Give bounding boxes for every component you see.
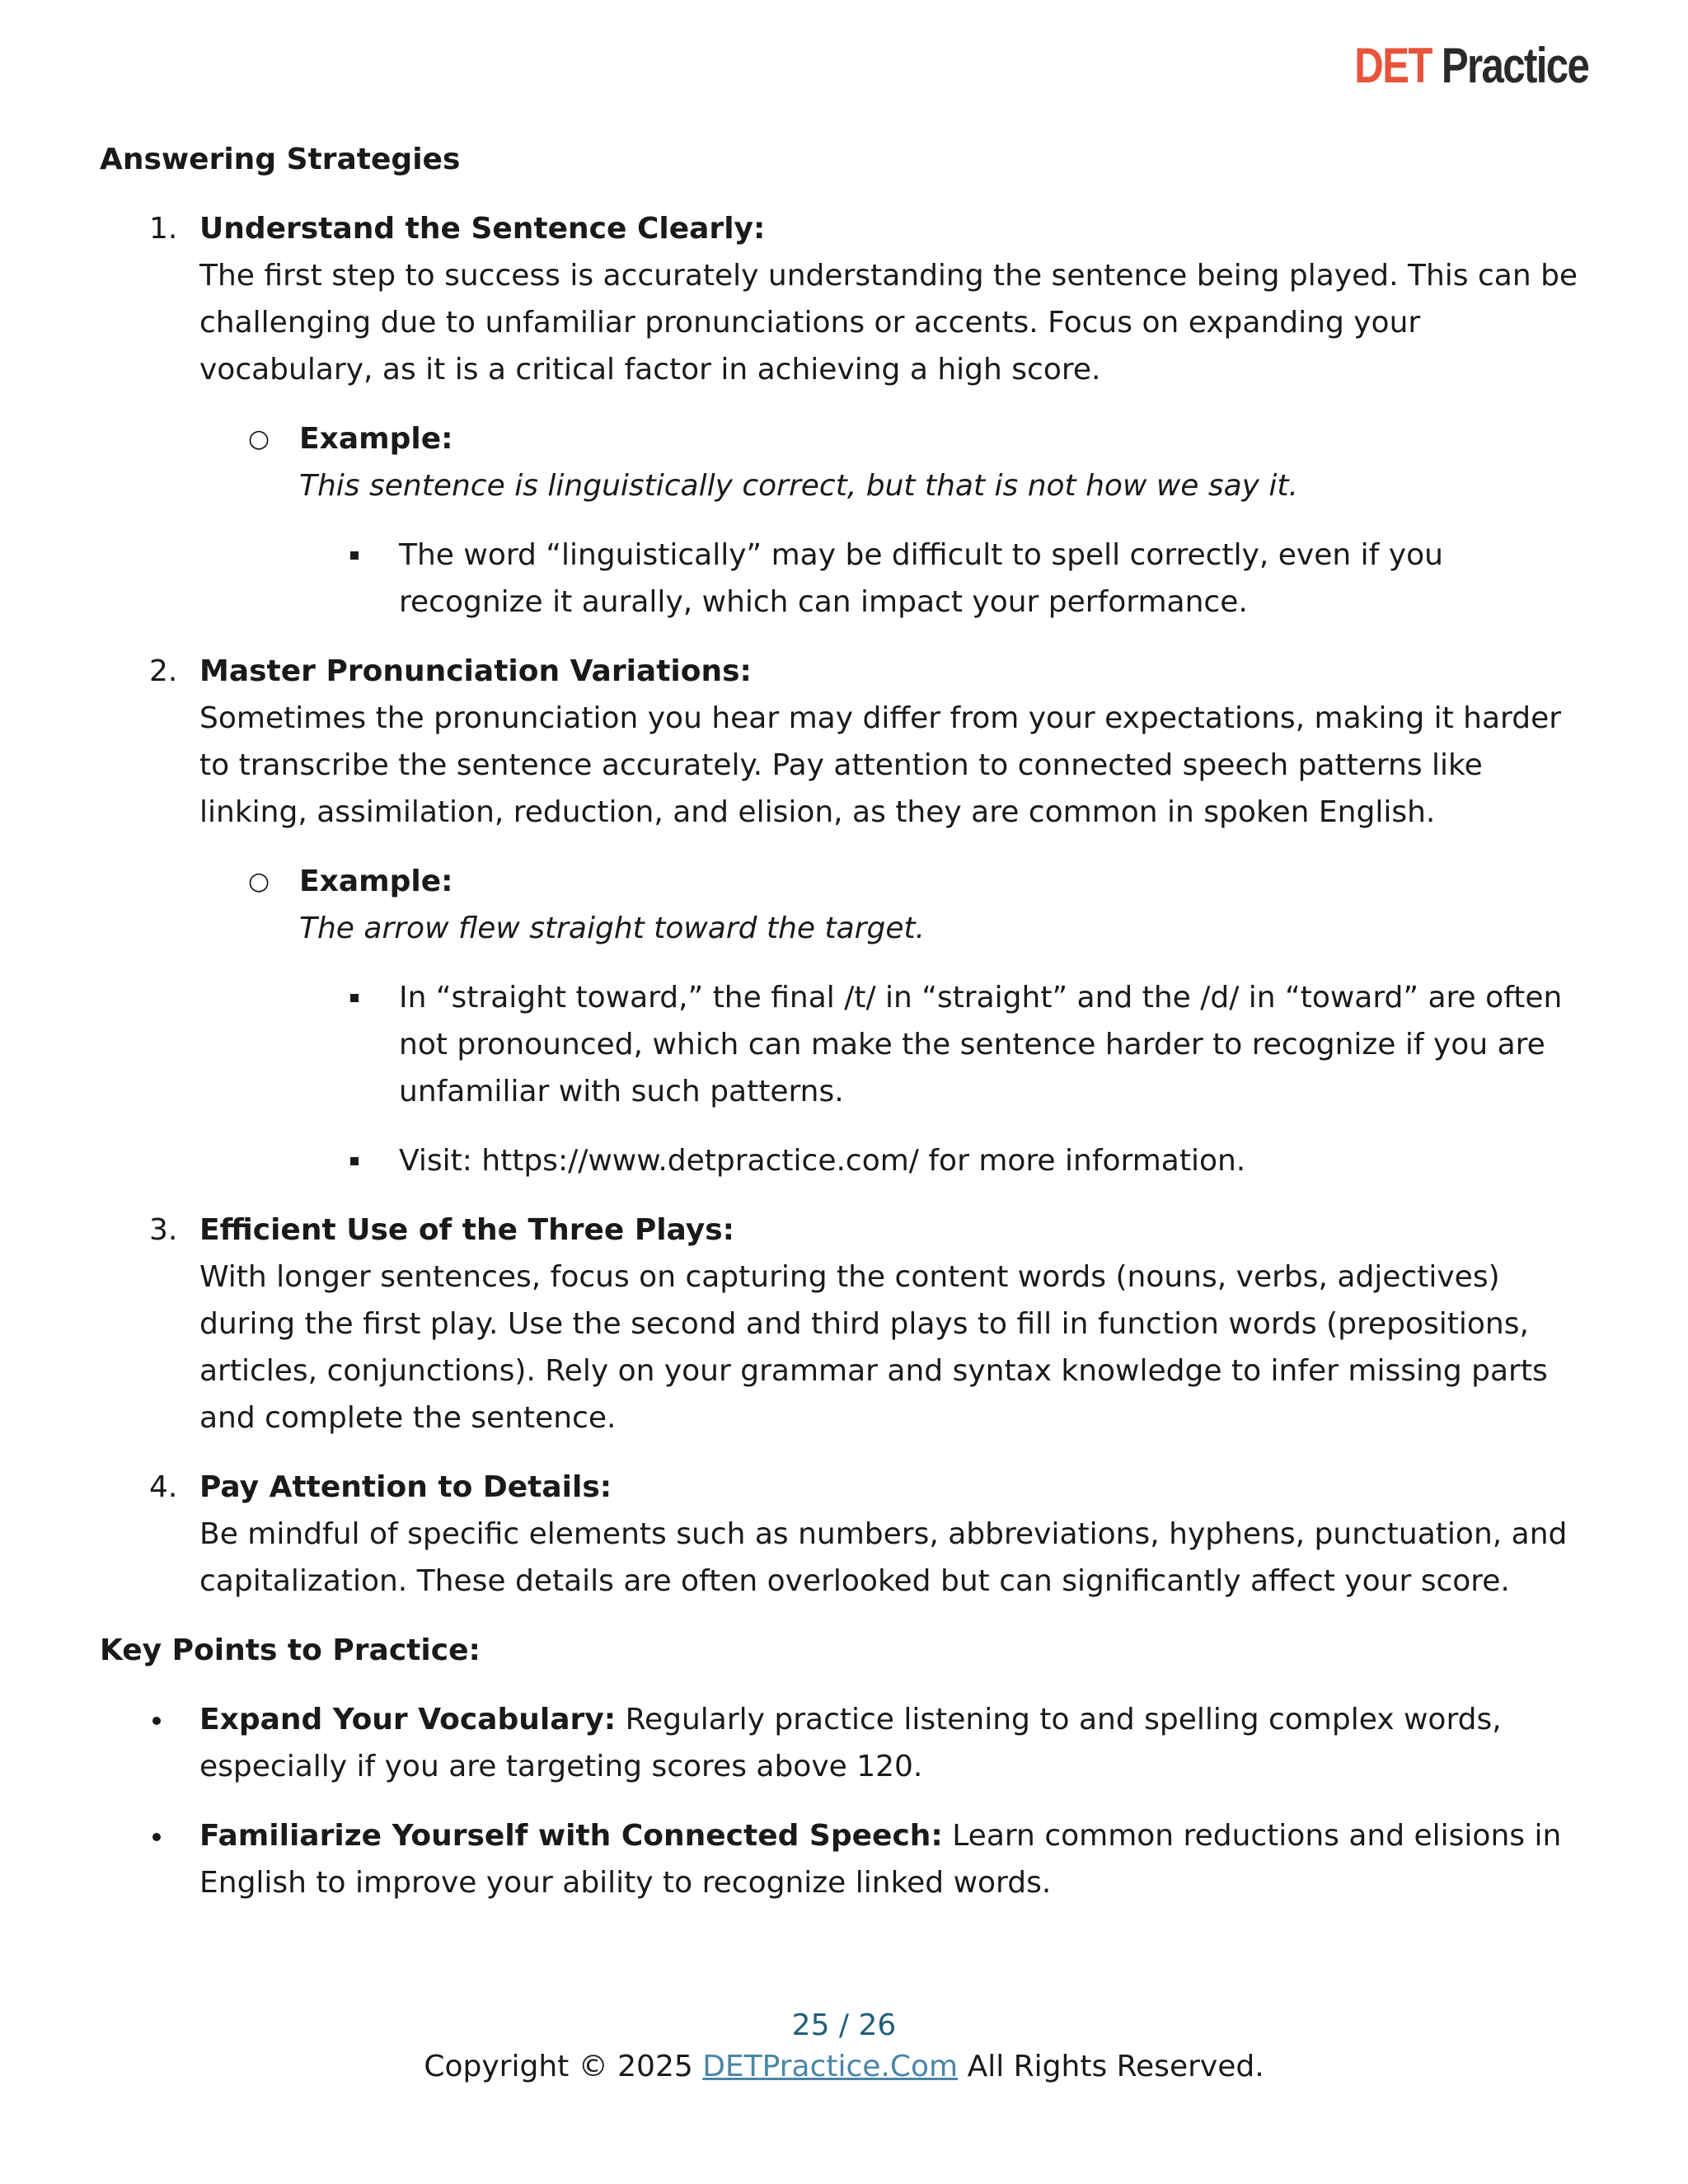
strategy-number: 4.	[149, 1470, 178, 1504]
strategy-number: 3.	[149, 1213, 178, 1247]
bullet-icon	[152, 1717, 161, 1725]
page-footer	[0, 2005, 1688, 2088]
example-note-text: In “straight toward,” the final /t/ in “straight” and the /d/ in “toward” are often not pronounced, which can make the sentence harder to recognize if you are unfamiliar with such patterns.	[399, 981, 1563, 1108]
page-number: 25 / 26	[791, 2008, 897, 2042]
detpractice-link[interactable]: DETPractice.Com	[702, 2050, 959, 2083]
strategy-item-1	[100, 205, 1592, 626]
strategy-text: With longer sentences, focus on capturing the content words (nouns, verbs, adjectives) during the first play. Use the second and third plays to fill in function words (prepositions, articles, conjunctions). Rely on your grammar and syntax knowledge to infer missing parts and complete the sentence.	[199, 1260, 1548, 1435]
strategy-text: Be mindful of specific elements such as numbers, abbreviations, hyphens, punctuation, and capitalization. These details are often overlooked but can significantly affect your score.	[199, 1517, 1568, 1598]
example-sentence: This sentence is linguistically correct, but that is not how we say it.	[299, 469, 1298, 503]
example-sentence: The arrow flew straight toward the target.	[299, 912, 926, 945]
bullet-icon	[152, 1833, 161, 1841]
strategy-title: Master Pronunciation Variations:	[199, 654, 752, 688]
square-bullet-icon	[350, 1157, 359, 1165]
strategy-item-2	[100, 648, 1592, 1184]
copyright-line	[0, 2046, 1688, 2088]
circle-bullet-icon: ○	[248, 867, 270, 896]
strategy-item-3	[100, 1207, 1592, 1441]
key-point-text: Learn common reductions and elisions in English to improve your ability to recognize linked words.	[199, 1819, 1562, 1900]
copyright-prefix: Copyright © 2025	[424, 2050, 703, 2083]
square-bullet-icon	[350, 551, 359, 560]
visit-note-text: Visit: https://www.detpractice.com/ for more information.	[399, 1144, 1246, 1178]
key-point-item-2	[100, 1812, 1592, 1906]
square-bullet-icon	[350, 994, 359, 1002]
example-note-text: The word “linguistically” may be difficult to spell correctly, even if you recognize it aurally, which can impact your performance.	[399, 538, 1443, 619]
example-label: Example:	[299, 422, 453, 456]
strategy-text: The first step to success is accurately understanding the sentence being played. This can be challenging due to unfamiliar pronunciations or accents. Focus on expanding your vocabulary, as it is a critical factor in achieving a high score.	[199, 259, 1578, 387]
det-practice-logo	[1354, 38, 1588, 93]
strategy-number: 1.	[149, 212, 178, 246]
logo-part2: Practice	[1441, 38, 1588, 93]
strategy-text: Sometimes the pronunciation you hear may differ from your expectations, making it harder to transcribe the sentence accurately. Pay attention to connected speech patterns like linking, assimilation, reduction, and elision, as they are common in spoken English.	[199, 701, 1562, 829]
copyright-suffix: All Rights Reserved.	[958, 2050, 1264, 2083]
key-point-item-1	[100, 1696, 1592, 1790]
page-content	[100, 136, 1592, 1929]
key-point-title: Expand Your Vocabulary:	[199, 1703, 617, 1736]
strategy-item-4	[100, 1464, 1592, 1605]
key-point-text: Regularly practice listening to and spelling complex words, especially if you are targeting scores above 120.	[199, 1703, 1502, 1783]
example-note	[100, 532, 1592, 626]
key-point-title: Familiarize Yourself with Connected Speech:	[199, 1819, 943, 1853]
strategy-title: Pay Attention to Details:	[199, 1470, 612, 1504]
strategy-title: Efficient Use of the Three Plays:	[199, 1213, 735, 1247]
section-heading-key-points: Key Points to Practice:	[100, 1633, 481, 1667]
example-block	[100, 858, 1592, 952]
example-label: Example:	[299, 865, 453, 898]
example-note	[100, 1137, 1592, 1184]
logo-part1: DET	[1354, 38, 1432, 93]
example-note	[100, 974, 1592, 1115]
strategy-number: 2.	[149, 654, 178, 688]
section-heading-answering-strategies: Answering Strategies	[100, 143, 461, 176]
strategy-title: Understand the Sentence Clearly:	[199, 212, 766, 246]
example-block	[100, 415, 1592, 509]
circle-bullet-icon: ○	[248, 424, 270, 453]
